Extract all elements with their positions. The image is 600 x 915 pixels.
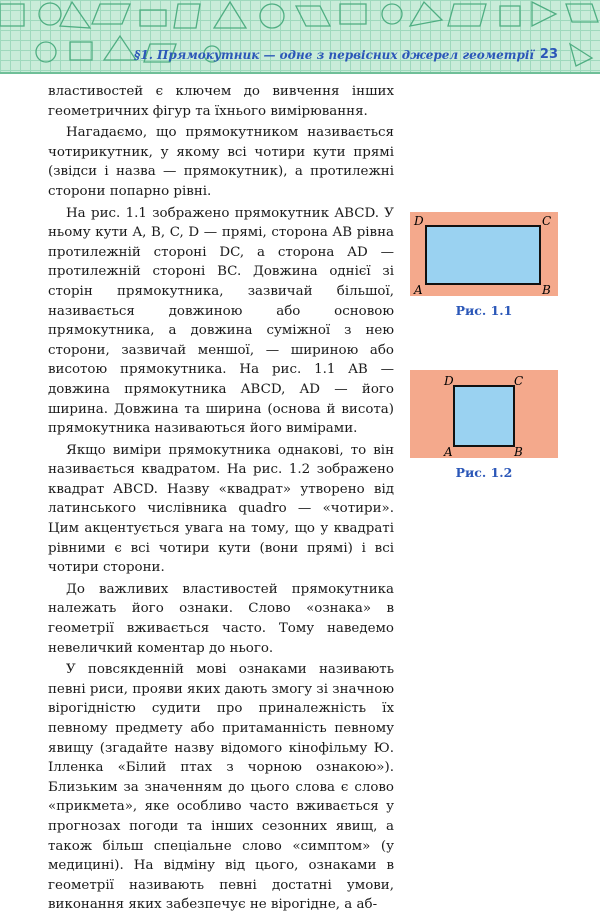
label-b: B xyxy=(542,283,551,296)
rectangle-diagram xyxy=(410,212,558,296)
label-c: C xyxy=(542,214,552,228)
label-d: D xyxy=(444,374,454,388)
body-text xyxy=(48,82,394,915)
figure-1-2 xyxy=(410,370,558,480)
paragraph-4: Якщо виміри прямокутника однакові, то він називається квадратом. На рис. 1.2 зображено квадрат ABCD. Назву «квадрат» утворено від латинського числівника quadro — «чотири». Цим акцентується увага на тому, що у квадраті рівними є всі чотири кути (вони прямі) і всі чотири сторони. xyxy=(48,442,394,576)
label-a: A xyxy=(444,445,453,458)
paragraph-6: У повсякденній мові ознаками називають певні риси, прояви яких дають змогу зі значною вірогідністю судити про приналежність їх певному предмету або притаманність певному явищу (згадайте назву відомого кінофільму Ю. Ілленка «Білий птах з чорною ознакою»). Близьким за значенням до цього слова є слово «прикмета», яке особливо часто вживається у прогнозах погоди та інших сезонних явищ, а також більш спеціальне слово «симптом» (у медицині). На відміну від цього, ознаками в геометрії називають певні достатні умови, виконання яких забезпечує не вірогідне, а аб- xyxy=(48,662,394,913)
paragraph-3: На рис. 1.1 зображено прямокутник ABCD. У ньому кути A, B, C, D — прямі, сторона AB рівна протилежній стороні DC, а сторона AD — протилежній стороні BC. Довжина однієї зі сторін прямокутника, зазвичай більшої, називається довжиною або основою прямокутника, а довжина суміжної з нею сторони, зазвичай меншої, — шириною або висотою прямокутника. На рис. 1.1 AB — довжина прямокутника ABCD, AD — його ширина. Довжина та ширина (основа й висота) прямокутника називаються його вимірами. xyxy=(48,205,394,437)
figure-1-1 xyxy=(410,212,558,318)
label-b: B xyxy=(514,445,523,458)
label-c: C xyxy=(514,374,524,388)
paragraph-2: Нагадаємо, що прямокутником називається чотирикутник, у якому всі чотири кути прямі (звідси і назва — прямокутник), а протилежні сторони попарно рівні. xyxy=(48,125,394,199)
figure-caption: Рис. 1.2 xyxy=(455,465,513,480)
square-abcd xyxy=(454,386,514,446)
section-title: §1. Прямокутник — одне з первісних джерел геометрії xyxy=(134,48,534,62)
paragraph-1: властивостей є ключем до вивчення інших геометричних фігур та їхнього вимірювання. xyxy=(48,84,394,119)
page-number: 23 xyxy=(539,47,558,62)
figure-caption: Рис. 1.1 xyxy=(455,303,513,318)
rectangle-abcd xyxy=(426,226,540,284)
label-d: D xyxy=(414,214,424,228)
paragraph-5: До важливих властивостей прямокутника належать його ознаки. Слово «ознака» в геометрії вживається часто. Тому наведемо невеличкий коментар до нього. xyxy=(48,581,394,656)
page-header xyxy=(0,0,600,74)
square-diagram xyxy=(410,370,558,458)
label-a: A xyxy=(414,283,423,296)
